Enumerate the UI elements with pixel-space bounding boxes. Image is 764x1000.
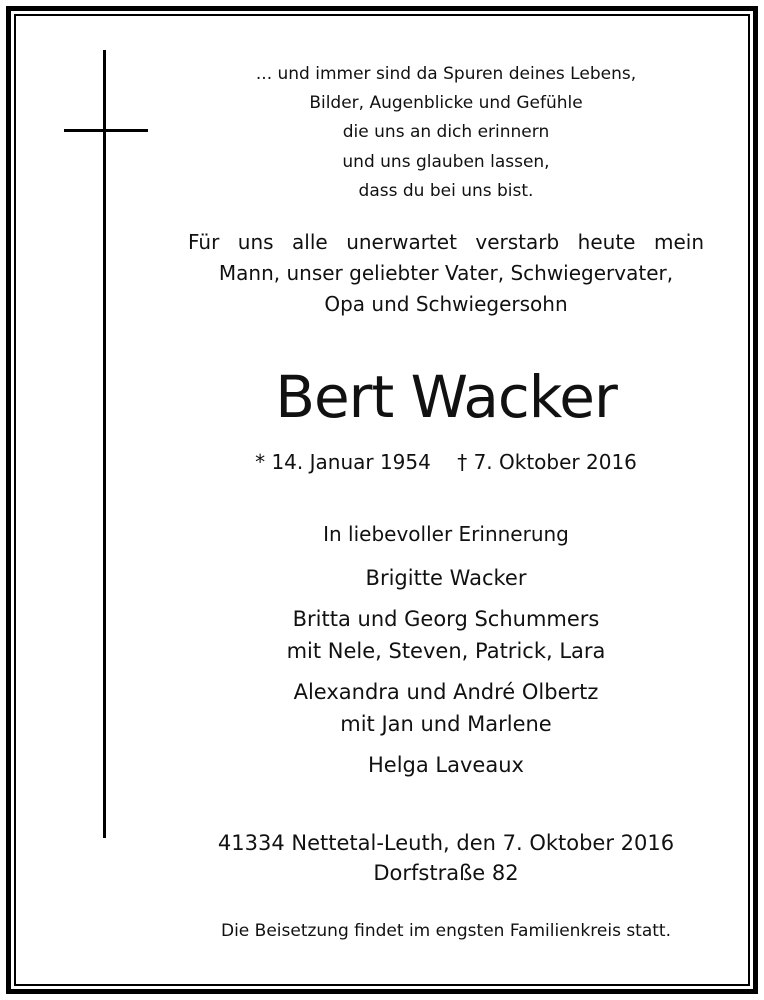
mourner-line: Alexandra und André Olbertz (293, 680, 599, 704)
mourner-line: Brigitte Wacker (365, 566, 527, 590)
deceased-name: Bert Wacker (275, 363, 617, 431)
poem-line: ... und immer sind da Spuren deines Lebens, (255, 64, 637, 84)
address-line: Dorfstraße 82 (373, 861, 519, 885)
mourner-line: Britta und Georg Schummers (292, 607, 600, 631)
mourner-line: mit Nele, Steven, Patrick, Lara (286, 639, 606, 663)
birth-date: * 14. Januar 1954 (255, 450, 431, 474)
place-date-line: 41334 Nettetal-Leuth, den 7. Oktober 2016 (217, 831, 675, 855)
mourner-group (180, 603, 712, 667)
poem-line: Bilder, Augenblicke und Gefühle (309, 93, 583, 114)
mourners-list (180, 562, 712, 790)
poem-line: und uns glauben lassen, (342, 151, 550, 172)
poem-line: dass du bei uns bist. (358, 180, 534, 201)
cross-icon-horizontal (64, 129, 148, 132)
cross-icon-vertical (103, 50, 106, 838)
mourner-group (180, 749, 712, 781)
intro-line: Mann, unser geliebter Vater, Schwiegervater, (218, 261, 674, 285)
life-dates (180, 447, 712, 477)
death-date: † 7. Oktober 2016 (457, 450, 637, 474)
poem (180, 60, 712, 206)
mourner-line: Helga Laveaux (368, 753, 524, 777)
intro-text (180, 227, 712, 320)
place-and-date (180, 828, 712, 888)
mourner-group (180, 676, 712, 740)
intro-line: Für uns alle unerwartet verstarb heute mein (188, 230, 704, 254)
mourner-group (180, 562, 712, 594)
remembrance-line: In liebevoller Erinnerung (323, 522, 569, 546)
intro-line: Opa und Schwiegersohn (324, 292, 568, 316)
mourner-line: mit Jan und Marlene (340, 712, 552, 736)
poem-line: die uns an dich erinnern (342, 122, 550, 143)
burial-note: Die Beisetzung findet im engsten Familienkreis statt. (220, 921, 672, 941)
